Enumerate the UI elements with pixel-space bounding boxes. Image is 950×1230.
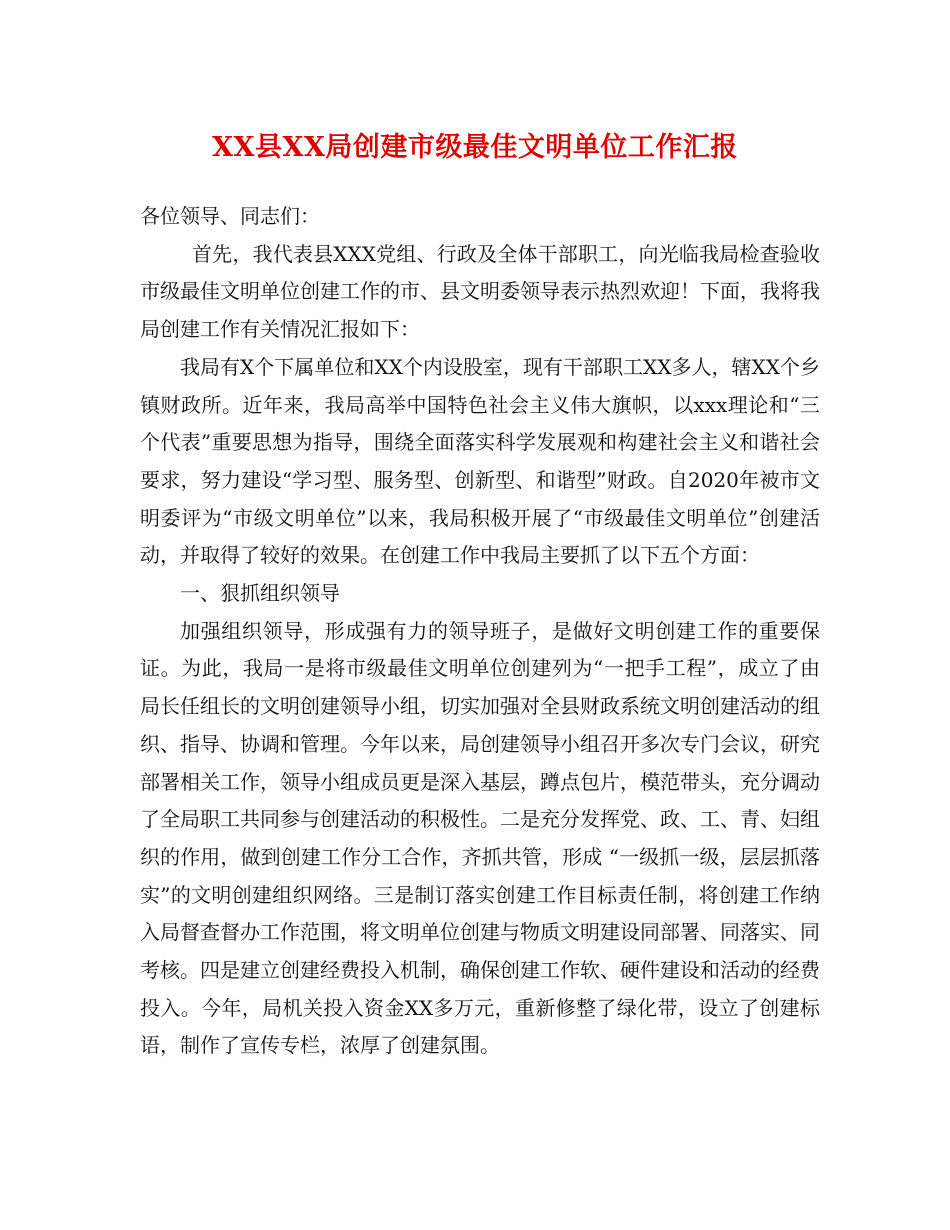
document-body [140,198,820,1065]
paragraph-section-1: 加强组织领导，形成强有力的领导班子，是做好文明创建工作的重要保证。为此，我局一是将市级最佳文明单位创建列为“一把手工程”，成立了由局长任组长的文明创建领导小组，切实加强对全县财政系统文明创建活动的组织、指导、协调和管理。今年以来，局创建领导小组召开多次专门会议，研究部署相关工作，领导小组成员更是深入基层，蹲点包片，模范带头，充分调动了全局职工共同参与创建活动的积极性。二是充分发挥党、政、工、青、妇组织的作用，做到创建工作分工合作，齐抓共管，形成 “一级抓一级，层层抓落实”的文明创建组织网络。三是制订落实创建工作目标责任制，将创建工作纳入局督查督办工作范围，将文明单位创建与物质文明建设同部署、同落实、同考核。四是建立创建经费投入机制，确保创建工作软、硬件建设和活动的经费投入。今年，局机关投入资金XX多万元，重新修整了绿化带，设立了创建标语，制作了宣传专栏，浓厚了创建氛围。 [140,618,820,1058]
section-heading-1: 一、狠抓组织领导 [180,581,340,606]
paragraph-overview: 我局有X个下属单位和XX个内设股室，现有干部职工XX多人，辖XX个乡镇财政所。近年来，我局高举中国特色社会主义伟大旗帜，以xxx理论和“三个代表”重要思想为指导，围绕全面落实科学发展观和构建社会主义和谐社会要求，努力建设“学习型、服务型、创新型、和谐型”财政。自2020年被市文明委评为“市级文明单位”以来，我局积极开展了“市级最佳文明单位”创建活动，并取得了较好的效果。在创建工作中我局主要抓了以下五个方面： [140,354,820,568]
document-title: XX县XX局创建市级最佳文明单位工作汇报 [212,132,738,163]
salutation: 各位领导、同志们： [140,204,320,228]
paragraph-opening: 首先，我代表县XXX党组、行政及全体干部职工，向光临我局检查验收市级最佳文明单位创建工作的市、县文明委领导表示热烈欢迎！下面，我将我局创建工作有关情况汇报如下： [140,241,820,342]
